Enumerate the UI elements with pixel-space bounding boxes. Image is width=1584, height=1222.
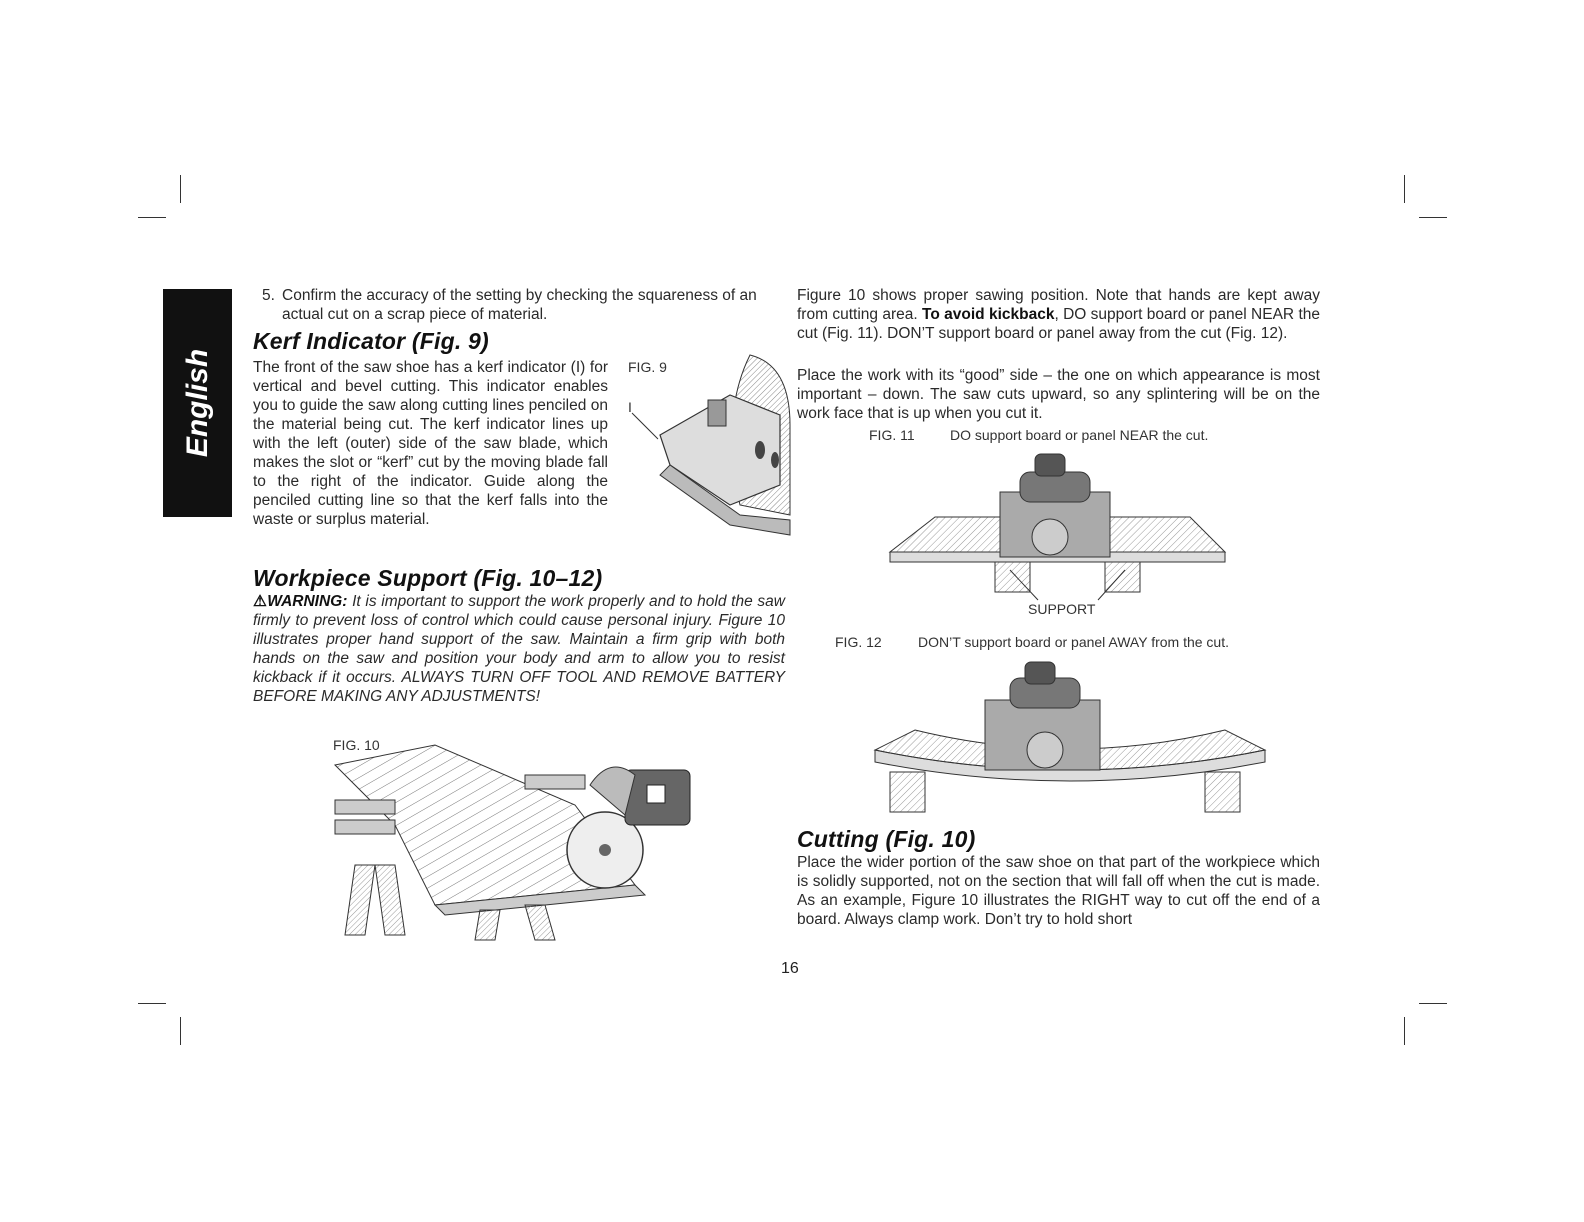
step-number: 5. [262, 287, 275, 304]
kickback-emphasis: To avoid kickback [922, 306, 1055, 323]
kerf-heading: Kerf Indicator (Fig. 9) [253, 328, 489, 354]
step-text: Confirm the accuracy of the setting by checking the squareness of an actual cut on a scrap piece of material. [282, 287, 757, 323]
cutting-paragraph: Place the wider portion of the saw shoe on that part of the workpiece which is solidly supported, not on the section that will fall off when the cut is made. As an example, Figure 10 illustrates the RIGHT way to cut off the end of a board. Always clamp work. Don’t try to hold short [797, 854, 1320, 928]
right-para-1-end: , DO support board or panel NEAR the cut (Fig. 11). DON’T support board or panel away from the cut (Fig. 12). [797, 306, 1320, 342]
right-para-2: Place the work with its “good” side – the one on which appearance is most important – down. The saw cuts upward, so any splintering will be on the work face that is up when you cut it. [797, 367, 1320, 422]
step-5 [262, 286, 787, 324]
crop-mark [1404, 1017, 1405, 1045]
page-number: 16 [781, 960, 799, 977]
cutting-heading: Cutting (Fig. 10) [797, 826, 976, 852]
fig11-caption: DO support board or panel NEAR the cut. [950, 427, 1209, 443]
crop-mark [138, 1003, 166, 1004]
fig10-label: FIG. 10 [333, 737, 380, 753]
warning-block [253, 592, 785, 706]
fig12-caption: DON’T support board or panel AWAY from the cut. [918, 634, 1229, 650]
fig9-label: FIG. 9 [628, 359, 667, 375]
fig9-illustration [630, 355, 790, 540]
crop-mark [1419, 217, 1447, 218]
fig9-callout: I [628, 399, 632, 415]
fig12-illustration [875, 660, 1265, 815]
right-para-1-start: Figure 10 shows proper sawing position. Note that hands are kept away from cutting area. [797, 287, 1320, 323]
warning-text: It is important to support the work properly and to hold the saw firmly to prevent loss of control which could cause personal injury. Figure 10 illustrates proper hand support of the saw. Maintain a firm grip with both hands on the saw and position your body and arm to allow you to resist kickback if it occurs. ALWAYS TURN OFF TOOL AND REMOVE BATTERY BEFORE MAKING ANY ADJUSTMENTS! [253, 593, 785, 705]
crop-mark [138, 217, 166, 218]
right-para-1 [797, 286, 1320, 343]
crop-mark [180, 1017, 181, 1045]
language-tab-label: English [180, 348, 214, 458]
workpiece-heading: Workpiece Support (Fig. 10–12) [253, 565, 603, 591]
warning-icon: ⚠ [253, 593, 268, 610]
fig11-label: FIG. 11 [869, 427, 915, 443]
crop-mark [1419, 1003, 1447, 1004]
fig12-label: FIG. 12 [835, 634, 882, 650]
fig11-illustration [890, 452, 1225, 592]
fig10-illustration [335, 745, 705, 940]
language-tab [163, 289, 232, 517]
crop-mark [1404, 175, 1405, 203]
crop-mark [180, 175, 181, 203]
warning-label: WARNING: [267, 593, 348, 610]
support-label: SUPPORT [1028, 601, 1096, 617]
kerf-paragraph: The front of the saw shoe has a kerf indicator (I) for vertical and bevel cutting. This indicator enables you to guide the saw along cutting lines penciled on the material being cut. The kerf indicator lines up with the left (outer) side of the saw blade, which makes the slot or “kerf” cut by the moving blade fall to the right of the indicator. Guide along the penciled cutting line so that the kerf falls into the waste or surplus material. [253, 359, 608, 528]
